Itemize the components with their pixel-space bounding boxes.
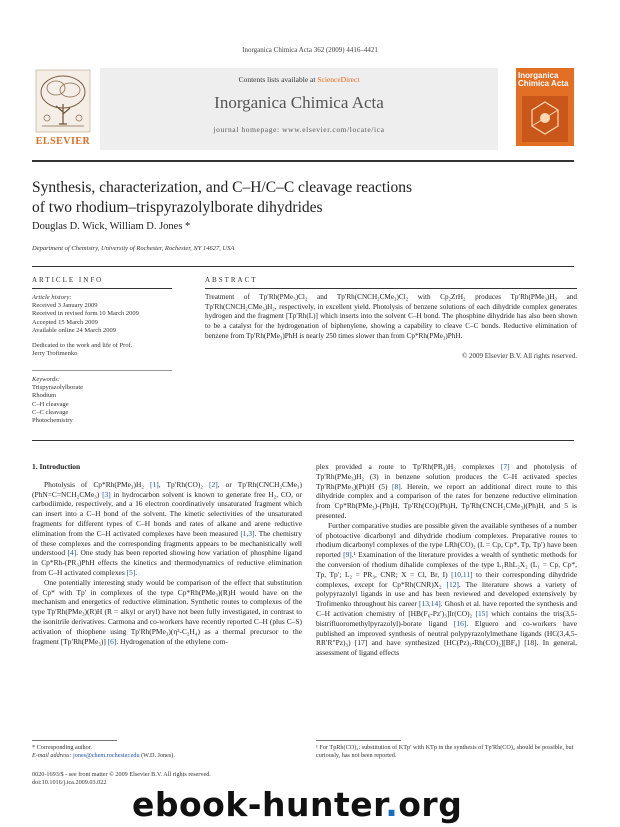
reference-link[interactable]: [4] [67,548,77,558]
reference-link[interactable]: [12] [446,579,459,589]
keywords-rule [32,370,172,371]
email-label: E-mail address: [32,752,72,759]
email-link[interactable]: jones@chem.rochester.edu [73,752,140,759]
reference-link[interactable]: [1] [150,479,159,489]
contents-prefix: Contents lists available at [238,75,316,84]
cover-title [518,72,572,88]
publisher-name: ELSEVIER [35,136,91,147]
history-accepted: Accepted 15 March 2009 [32,318,98,326]
reference-link[interactable]: [2] [209,479,218,489]
footnote-rule-right [316,740,401,741]
keyword-item: C–C cleavage [32,408,69,416]
keyword-item: Trispyrazolylborate [32,384,84,392]
issn-line: 0020-1693/$ - see front matter © 2009 Elsevier B.V. All rights reserved. [32,771,211,778]
reference-link[interactable]: [10,11] [451,569,473,579]
section-heading-introduction: 1. Introduction [32,462,81,471]
abstract-text: Treatment of Tp′Rh(PMe₃)Cl₂ and Tp′Rh(CNCH₂CMe₃)Cl₂ with Cp₂ZrH₂ produces Tp′Rh(PMe₃)H₂ and Tp′Rh(CNCH₂CMe₃)H₂, respectively, in excellent yield. Photolysis of benzene solutions of each dihydride complex generates hydrogen and the fragment [Tp′Rh(L)] which inserts into the solvent C–H bond. The phosphine dihydride has also been shown to be a catalyst for the hydrogenation of biphenylene, showing a capability to cleave C–C bonds. Reductive elimination of benzene from Tp′Rh(PMe₃)PhH is nearly 250 times slower than from Cp*Rh(PMe₃)PhH. [205,293,577,340]
affiliation-rule [32,266,574,267]
reference-link[interactable]: [15] [475,608,488,618]
article-title-line2: of two rhodium–trispyrazolylborate dihydrides [32,199,323,216]
history-online: Available online 24 March 2009 [32,326,116,334]
abstract-copyright: © 2009 Elsevier B.V. All rights reserved. [461,352,577,360]
reference-link[interactable]: [9] [343,550,352,560]
journal-title: Inorganica Chimica Acta [214,93,384,112]
email-after: (W.D. Jones). [141,752,175,759]
article-title [32,178,592,218]
article-authors: Douglas D. Wick, William D. Jones * [32,221,191,232]
history-revised: Received in revised form 10 March 2009 [32,310,139,318]
article-info-heading: ARTICLE INFO [32,276,104,284]
abstract-rule [205,288,577,289]
author-affiliation: Department of Chemistry, University of Rochester, Rochester, NY 14627, USA [32,245,235,252]
body-left-column [32,462,302,646]
reference-link[interactable]: [13,14] [419,599,441,609]
corresponding-author-note: * Corresponding author. [32,744,92,751]
doi-line[interactable]: doi:10.1016/j.ica.2009.03.022 [32,779,107,786]
abstract-heading: ABSTRACT [205,276,258,284]
cover-title-line1: Inorganica [518,71,559,80]
reference-link[interactable]: [16] [453,618,467,628]
email-line [32,752,302,760]
contents-line [100,75,498,84]
reference-link[interactable]: [5] [126,567,136,577]
body-paragraph: One potentially interesting study would be comparison of the effect that substitution of Cp* with Tp′ in complexes of the type Cp*Rh(PMe₃)(R)H would have on the mechanism and energetics of reductive elimination. Synthetic routes to complexes of the type Tp′Rh(PMe₃)(R)H (R = alkyl or aryl) have not been fully investigated, in contrast to the isonitrile derivatives. Carmona and co-workers have recently reported C–H (plus C–S) activation of thiophene using Tp′Rh(PMe₃)(η²-C₂H₄) as a thermal precursor to the fragment [Tp′Rh(PMe₃)] [6]. Hydrogenation of the ethylene com- [32,577,302,646]
footnote-rule-left [32,740,117,741]
footnote-left [32,744,302,760]
body-paragraph: plex provided a route to Tp′Rh(PR₃)H₂ complexes [7] and photolysis of Tp′Rh(PMe₃)H₂ (3) in benzene solution produces the C–H activated species Tp′Rh(PMe₃)(Ph)H (5) [8]. Herein, we report an additional direct route to this dihydride complex and a comparison of the rates for benzene reductive elimination from Cp*Rh(PMe₃)-(Ph)H, Tp′Rh(CO)(Ph)H, Tp′Rh(CNCH₂CMe₃)(Ph)H, and 5 is presented. [316,462,577,520]
keywords-list [32,376,172,425]
dedication-line2: Jerry Trofimenko [32,350,78,358]
cover-molecule-icon [522,96,568,142]
site-watermark: ebook-hunter.org [132,785,463,824]
sciencedirect-link[interactable]: ScienceDirect [317,75,360,84]
keyword-item: Photochemistry [32,417,73,425]
dedication-line1: Dedicated to the work and life of Prof. [32,342,133,350]
article-history [32,294,172,358]
reference-link[interactable]: [1,3] [240,528,255,538]
reference-link[interactable]: [6] [107,636,117,646]
keywords-label: Keywords: [32,376,60,383]
article-info-rule [32,288,172,289]
journal-cover [516,68,574,146]
body-paragraph: Further comparative studies are possible given the available syntheses of a number of photoactive dicarbonyl and dihydride rhodium complexes. Preparative routes to rhodium dicarbonyl complexes of the type LRh(CO)₂ (L = Cp, Cp*, Tp, Tp′) have been reported [9].¹ Examination of the literature provides a wealth of synthetic methods for the conversion of rhodium dihalide complexes of the type L₁RhL₂X₂ (L₁ = Cp, Cp*, Tp, Tp′; L₂ = PR₃, CNR; X = Cl, Br, I) [10,11] to their corresponding dihydride complexes, except for Cp*Rh(CNR)X₂ [12]. The literature shows a variety of polypyrazolyl ligands in use and has been reviewed and developed extensively by Trofimenko throughout his career [13,14]. Ghosh et al. have reported the synthesis and C–H activation chemistry of [HB(F₆-Pz′)₃]Ir(CO)₂ [15] which contains the tris(3,5-bistrifluoromethylpyrazolyl)-borate ligand [16]. Elguero and co-workers have published an improved synthesis of neutral polypyrazolylmethane ligands (HC(3,4,5-RR′R″Pz)₃) [17] and have synthesized [HC(Pz)₃-Rh(CO)₂][BF₄] [18]. In general, assessment of ligand effects [316,520,578,658]
cover-title-line2: Chimica Acta [518,79,569,88]
keyword-item: C–H cleavage [32,400,69,408]
body-paragraph: Photolysis of Cp*Rh(PMe₃)H₂ [1], Tp′Rh(CO)₂ [2], or Tp′Rh(CNCH₂CMe₃)(PhN=C=NCH₂CMe₃) [3] in hydrocarbon solvent is known to generate free H₂, CO, or carbodiimide, respectively, and a 16 electron coordinatively unsaturated fragment which can insert into a C–H bond of the solvent. The kinetic selectivities of the unsaturated fragments for different types of C–H bonds and rates of alkane and arene reductive elimination from the C–H activated complexes have been measured [1,3]. The chemistry of these complexes and the corresponding fragments appears to be mechanistically well understood [4]. One study has been reported showing how variation of phosphine ligand in Cp*Rh-(PR₃)PhH effects the kinetics and thermodynamics of reductive elimination from C–H activated complexes [5]. [32,479,302,577]
journal-homepage[interactable]: journal homepage: www.elsevier.com/locate/ica [213,125,385,134]
reference-link[interactable]: [7] [500,462,510,471]
body-rule [32,440,574,441]
keyword-item: Rhodium [32,392,57,400]
reference-link[interactable]: [8] [392,481,401,491]
article-title-line1: Synthesis, characterization, and C–H/C–C cleavage reactions [32,179,413,196]
journal-citation: Inorganica Chimica Acta 362 (2009) 4416–4421 [242,46,378,54]
body-right-column [316,462,577,658]
history-label: Article history: [32,294,72,301]
reference-link[interactable]: [3] [102,489,111,499]
history-received: Received 3 January 2009 [32,302,98,310]
header-rule [32,160,574,162]
footnote-1: ¹ For TpRh(CO)₂: substitution of KTp′ with KTp in the synthesis of Tp′Rh(CO)₂ should be possible, but curiously, has not been reported. [316,744,574,759]
